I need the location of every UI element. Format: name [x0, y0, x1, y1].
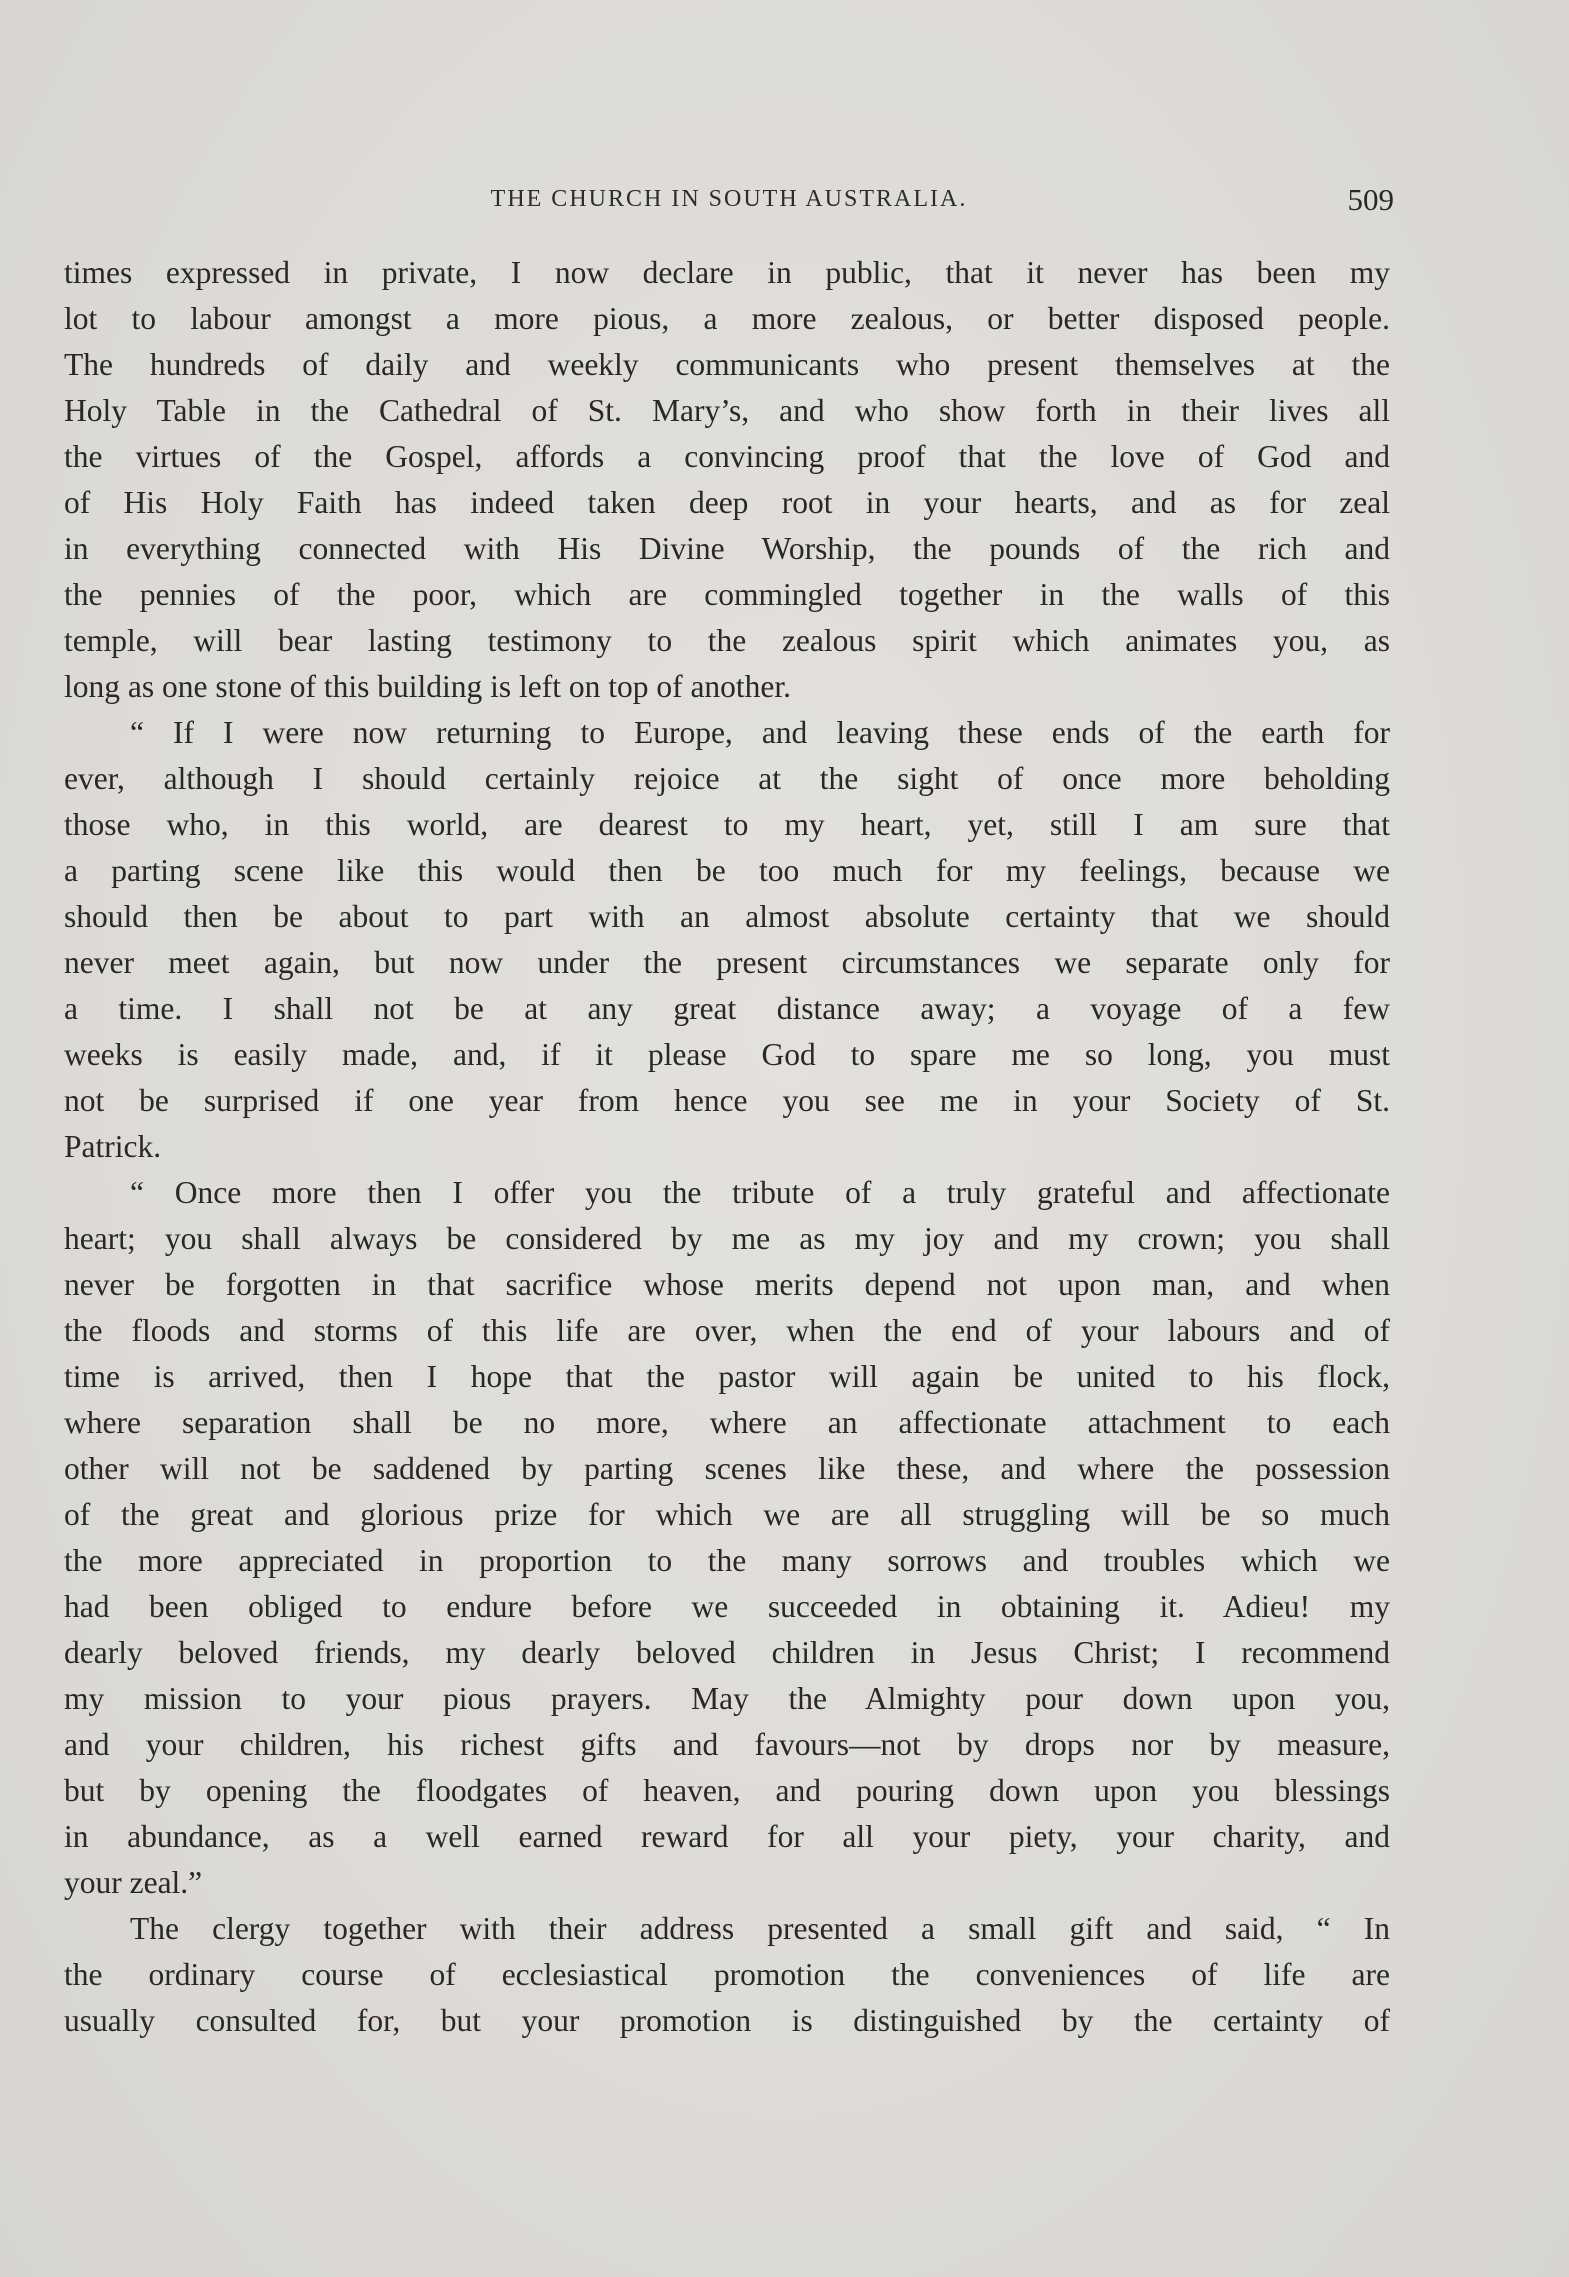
text-line: of the great and glorious prize for which we are all struggling will be so much — [64, 1497, 1390, 1532]
running-title: THE CHURCH IN SOUTH AUSTRALIA. — [490, 186, 968, 212]
text-line: never be forgotten in that sacrifice whose merits depend not upon man, and when — [64, 1267, 1390, 1302]
text-line: of His Holy Faith has indeed taken deep root in your hearts, and as for zeal — [64, 485, 1390, 520]
text-line: Holy Table in the Cathedral of St. Mary’s, and who show forth in their lives all — [64, 393, 1390, 428]
text-line: where separation shall be no more, where an affectionate attachment to each — [64, 1405, 1390, 1440]
text-line: a parting scene like this would then be too much for my feelings, because we — [64, 853, 1390, 888]
text-line: times expressed in private, I now declare in public, that it never has been my — [64, 255, 1390, 290]
text-line: long as one stone of this building is left on top of another. — [64, 669, 792, 704]
text-line: heart; you shall always be considered by me as my joy and my crown; you shall — [64, 1221, 1390, 1256]
page-number: 509 — [1347, 182, 1394, 217]
running-head — [64, 182, 1394, 222]
text-line: not be surprised if one year from hence you see me in your Society of St. — [64, 1083, 1390, 1118]
text-line: in abundance, as a well earned reward for all your piety, your charity, and — [64, 1819, 1390, 1854]
text-line: time is arrived, then I hope that the pastor will again be united to his flock, — [64, 1359, 1390, 1394]
paragraph-start-line: “ Once more then I offer you the tribute of a truly grateful and affectionate — [130, 1175, 1390, 1210]
text-line: the floods and storms of this life are over, when the end of your labours and of — [64, 1313, 1390, 1348]
text-line: dearly beloved friends, my dearly beloved children in Jesus Christ; I recommend — [64, 1635, 1390, 1670]
text-line: the pennies of the poor, which are commingled together in the walls of this — [64, 577, 1390, 612]
text-line: a time. I shall not be at any great distance away; a voyage of a few — [64, 991, 1390, 1026]
text-line: weeks is easily made, and, if it please God to spare me so long, you must — [64, 1037, 1390, 1072]
text-line: in everything connected with His Divine Worship, the pounds of the rich and — [64, 531, 1390, 566]
text-line: usually consulted for, but your promotion is distinguished by the certainty of — [64, 2003, 1390, 2038]
body-text — [64, 250, 1390, 2044]
text-line: should then be about to part with an almost absolute certainty that we should — [64, 899, 1390, 934]
text-line: ever, although I should certainly rejoice at the sight of once more beholding — [64, 761, 1390, 796]
text-line: and your children, his richest gifts and favours—not by drops nor by measure, — [64, 1727, 1390, 1762]
text-line: those who, in this world, are dearest to my heart, yet, still I am sure that — [64, 807, 1390, 842]
text-line: had been obliged to endure before we succeeded in obtaining it. Adieu! my — [64, 1589, 1390, 1624]
text-line: The hundreds of daily and weekly communicants who present themselves at the — [64, 347, 1390, 382]
text-line: the virtues of the Gospel, affords a convincing proof that the love of God and — [64, 439, 1390, 474]
text-line: Patrick. — [64, 1129, 162, 1164]
text-line: never meet again, but now under the present circumstances we separate only for — [64, 945, 1390, 980]
paragraph-start-line: “ If I were now returning to Europe, and leaving these ends of the earth for — [130, 715, 1390, 750]
text-line: my mission to your pious prayers. May the Almighty pour down upon you, — [64, 1681, 1390, 1716]
text-line: temple, will bear lasting testimony to the zealous spirit which animates you, as — [64, 623, 1390, 658]
text-line: lot to labour amongst a more pious, a more zealous, or better disposed people. — [64, 301, 1390, 336]
paragraph-start-line: The clergy together with their address presented a small gift and said, “ In — [130, 1911, 1390, 1946]
text-line: your zeal.” — [64, 1865, 203, 1900]
text-line: but by opening the floodgates of heaven, and pouring down upon you blessings — [64, 1773, 1390, 1808]
text-line: other will not be saddened by parting scenes like these, and where the possession — [64, 1451, 1390, 1486]
text-line: the ordinary course of ecclesiastical promotion the conveniences of life are — [64, 1957, 1390, 1992]
text-line: the more appreciated in proportion to the many sorrows and troubles which we — [64, 1543, 1390, 1578]
